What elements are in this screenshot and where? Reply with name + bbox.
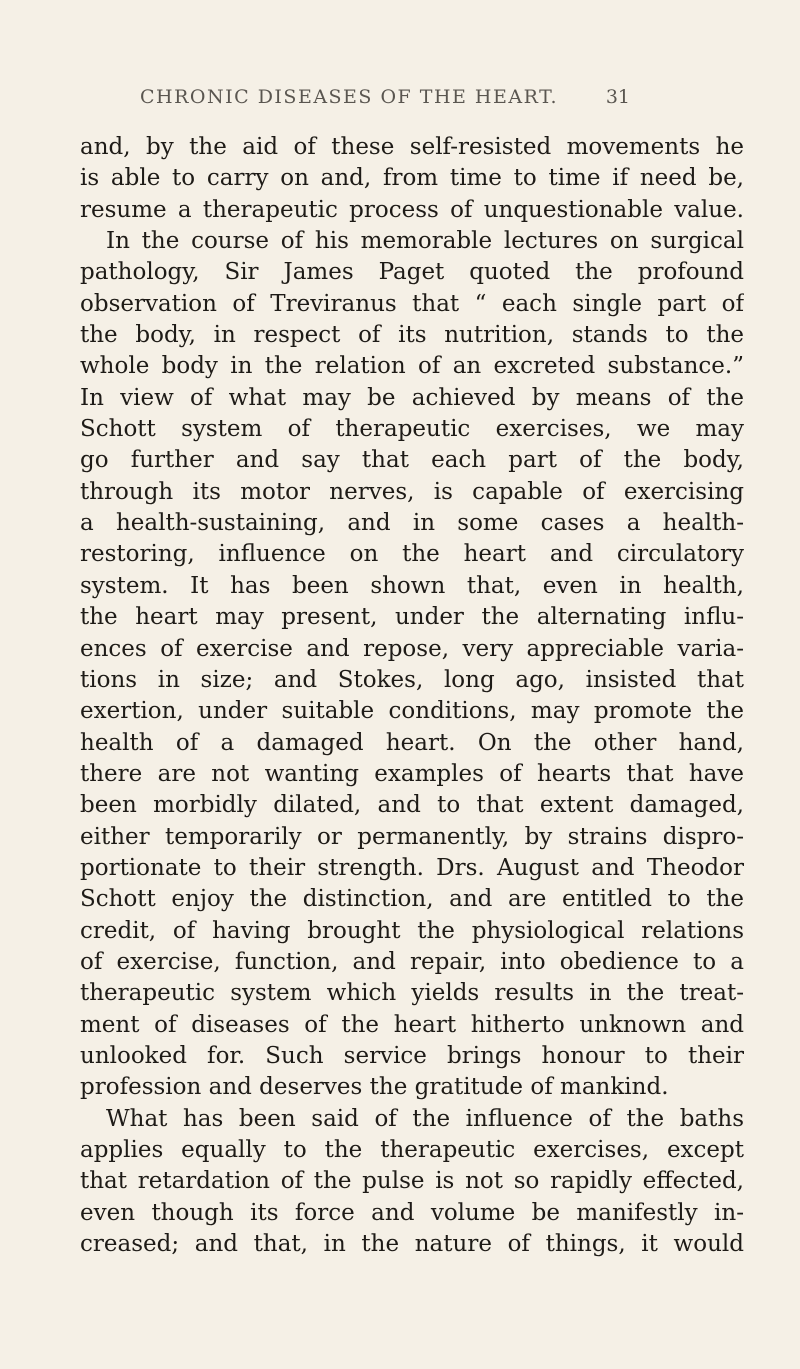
text-line: exertion, under suitable conditions, may promote the	[80, 698, 744, 725]
text-line: resume a therapeutic process of unquestionable value.	[80, 196, 744, 223]
text-line: either temporarily or permanently, by strains dispro-	[80, 823, 744, 850]
text-line: ment of diseases of the heart hitherto unknown and	[80, 1011, 744, 1038]
text-line: tions in size; and Stokes, long ago, insisted that	[80, 666, 744, 693]
text-line: is able to carry on and, from time to time if need be,	[80, 165, 744, 192]
text-line: through its motor nerves, is capable of exercising	[80, 478, 744, 505]
text-line: the heart may present, under the alternating influ-	[80, 604, 744, 631]
text-line: go further and say that each part of the body,	[80, 447, 744, 474]
text-line: In the course of his memorable lectures on surgical	[106, 228, 744, 255]
text-line: What has been said of the influence of the baths	[106, 1105, 744, 1132]
text-line: and, by the aid of these self-resisted movements he	[80, 134, 744, 160]
text-line: credit, of having brought the physiological relations	[80, 917, 744, 944]
text-line: a health-sustaining, and in some cases a health-	[80, 510, 744, 537]
text-line: Schott enjoy the distinction, and are entitled to the	[80, 886, 744, 913]
text-line: profession and deserves the gratitude of mankind.	[80, 1074, 669, 1101]
text-line: there are not wanting examples of hearts that have	[80, 760, 744, 787]
text-line: therapeutic system which yields results in the treat-	[80, 980, 744, 1007]
text-line: In view of what may be achieved by means of the	[80, 384, 744, 411]
text-line: the body, in respect of its nutrition, stands to the	[80, 322, 744, 349]
text-line: unlooked for. Such service brings honour to their	[80, 1042, 744, 1069]
body-text	[80, 132, 744, 1260]
text-line: ences of exercise and repose, very appreciable varia-	[80, 635, 744, 662]
text-line: pathology, Sir James Paget quoted the profound	[80, 259, 744, 286]
text-line: even though its force and volume be manifestly in-	[80, 1199, 744, 1226]
text-line: that retardation of the pulse is not so rapidly effected,	[80, 1168, 744, 1195]
text-line: creased; and that, in the nature of things, it would	[80, 1231, 744, 1258]
text-line: been morbidly dilated, and to that extent damaged,	[80, 792, 744, 819]
text-line: whole body in the relation of an excreted substance.”	[80, 353, 744, 380]
text-line: portionate to their strength. Drs. August and Theodor	[80, 854, 744, 881]
text-line: observation of Treviranus that “ each single part of	[80, 290, 744, 317]
running-head-title: CHRONIC DISEASES OF THE HEART.	[140, 86, 558, 108]
text-line: of exercise, function, and repair, into obedience to a	[80, 948, 744, 975]
text-line: health of a damaged heart. On the other hand,	[80, 729, 744, 756]
page-number: 31	[605, 86, 630, 108]
text-line: applies equally to the therapeutic exercises, except	[80, 1137, 744, 1163]
running-head	[140, 86, 630, 108]
text-line: restoring, influence on the heart and circulatory	[80, 541, 744, 568]
text-line: Schott system of therapeutic exercises, we may	[80, 416, 744, 443]
text-line: system. It has been shown that, even in health,	[80, 572, 744, 599]
